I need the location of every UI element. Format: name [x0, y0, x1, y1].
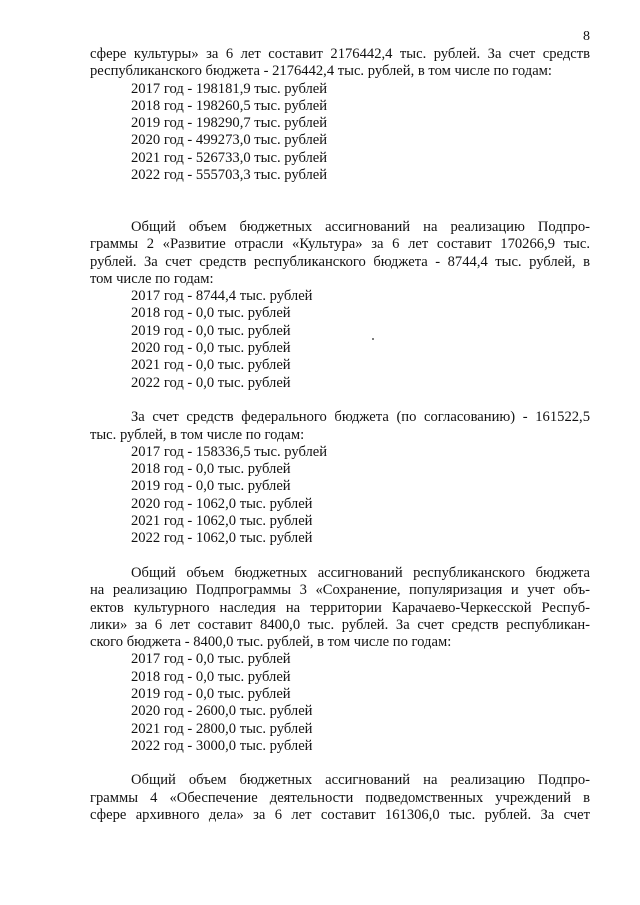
year-item: 2021 год - 0,0 тыс. рублей: [131, 357, 291, 374]
subprogram-3-years-list: [90, 651, 590, 755]
year-item: 2020 год - 1062,0 тыс. рублей: [131, 495, 313, 512]
text-line: Общий объем бюджетных ассигнований на реализацию Подпро-: [131, 772, 590, 789]
text-line: Общий объем бюджетных ассигнований республиканского бюджета: [131, 564, 590, 581]
text-line: ектов культурного наследия на территории Карачаево-Черкесской Респуб-: [90, 599, 590, 616]
intro-years-list: [90, 81, 590, 185]
page-number: 8: [583, 29, 590, 44]
year-item: 2021 год - 526733,0 тыс. рублей: [131, 149, 328, 166]
intro-paragraph: [90, 46, 590, 81]
year-item: 2020 год - 2600,0 тыс. рублей: [131, 703, 313, 720]
year-item: 2018 год - 0,0 тыс. рублей: [131, 461, 291, 478]
text-line: на реализацию Подпрограммы 3 «Сохранение, популяризация и учет объ-: [90, 582, 590, 599]
text-line: сфере архивного дела» за 6 лет составит 161306,0 тыс. рублей. За счет: [90, 807, 590, 824]
text-line: рублей. За счет средств республиканского бюджета - 8744,4 тыс. рублей, в: [90, 253, 590, 270]
year-item: 2017 год - 198181,9 тыс. рублей: [131, 80, 328, 97]
text-line: Общий объем бюджетных ассигнований на реализацию Подпро-: [131, 218, 590, 235]
text-line: сфере культуры» за 6 лет составит 2176442,4 тыс. рублей. За счет средств: [90, 46, 590, 62]
subprogram-4-paragraph: [90, 772, 590, 824]
year-item: 2019 год - 0,0 тыс. рублей: [131, 478, 291, 495]
text-line: тыс. рублей, в том числе по годам:: [90, 426, 305, 443]
federal-years-list: [90, 444, 590, 548]
text-line: граммы 2 «Развитие отрасли «Культура» за 6 лет составит 170266,9 тыс.: [90, 236, 590, 253]
year-item: 2022 год - 1062,0 тыс. рублей: [131, 530, 313, 547]
text-line: За счет средств федерального бюджета (по согласованию) - 161522,5: [131, 409, 590, 426]
year-item: 2020 год - 0,0 тыс. рублей: [131, 340, 291, 357]
year-item: 2019 год - 198290,7 тыс. рублей: [131, 115, 328, 132]
subprogram-2-paragraph: [90, 219, 590, 288]
year-item: 2019 год - 0,0 тыс. рублей: [131, 322, 291, 339]
subprogram-3-paragraph: [90, 565, 590, 651]
year-item: 2022 год - 3000,0 тыс. рублей: [131, 737, 313, 754]
year-item: 2017 год - 8744,4 тыс. рублей: [131, 288, 313, 305]
document-body: [90, 46, 590, 824]
federal-budget-paragraph: [90, 409, 590, 444]
text-line: ского бюджета - 8400,0 тыс. рублей, в том числе по годам:: [90, 634, 452, 651]
year-item: 2022 год - 0,0 тыс. рублей: [131, 374, 291, 391]
year-item: 2018 год - 0,0 тыс. рублей: [131, 668, 291, 685]
year-item: 2019 год - 0,0 тыс. рублей: [131, 685, 291, 702]
year-item: 2017 год - 158336,5 тыс. рублей: [131, 443, 328, 460]
subprogram-2-years-list: [90, 288, 590, 392]
text-line: граммы 4 «Обеспечение деятельности подведомственных учреждений в: [90, 789, 590, 806]
year-item: 2018 год - 0,0 тыс. рублей: [131, 305, 291, 322]
year-item: 2021 год - 2800,0 тыс. рублей: [131, 720, 313, 737]
year-item: 2021 год - 1062,0 тыс. рублей: [131, 513, 313, 530]
year-item: 2018 год - 198260,5 тыс. рублей: [131, 97, 328, 114]
text-line: том числе по годам:: [90, 270, 214, 287]
year-item: 2017 год - 0,0 тыс. рублей: [131, 651, 291, 668]
text-line: республиканского бюджета - 2176442,4 тыс. рублей, в том числе по годам:: [90, 63, 552, 80]
text-line: лики» за 6 лет составит 8400,0 тыс. рублей. За счет средств республикан-: [90, 616, 590, 633]
year-item: 2022 год - 555703,3 тыс. рублей: [131, 167, 328, 184]
year-item: 2020 год - 499273,0 тыс. рублей: [131, 132, 328, 149]
